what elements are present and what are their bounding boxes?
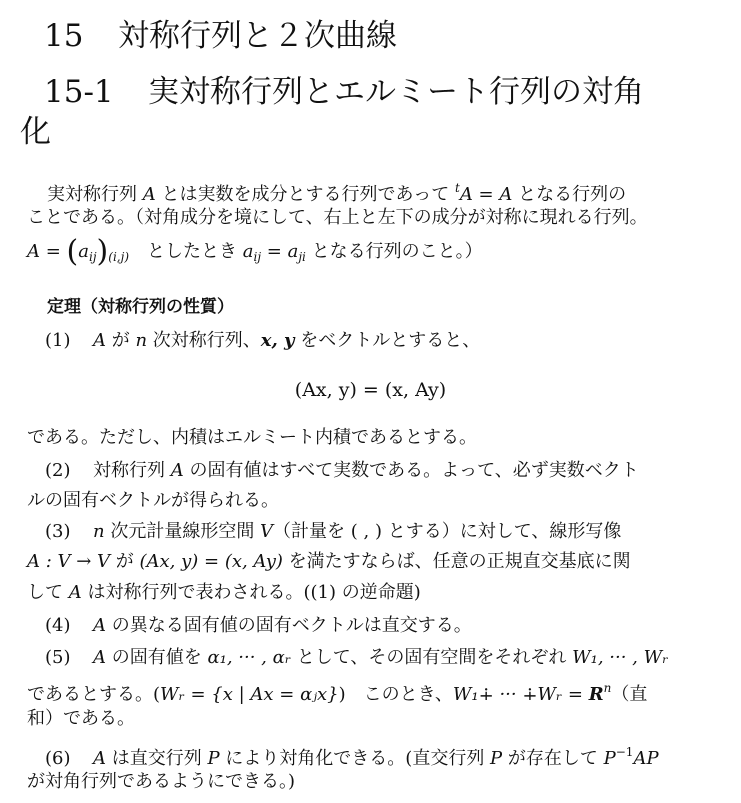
- theorem-item-3: [27, 520, 731, 544]
- text: が: [110, 551, 140, 572]
- superscript: n: [603, 681, 612, 695]
- math-var: a: [242, 241, 254, 262]
- math-set: Wᵣ = {x | Ax = αⱼx}: [160, 684, 339, 705]
- math-var: A: [68, 582, 82, 603]
- transpose-mark: t: [455, 181, 460, 195]
- math-equation: (Ax, y) = (x, Ay): [139, 551, 283, 572]
- text: が存在して: [502, 748, 604, 769]
- left-paren: (: [66, 234, 79, 269]
- section-number: 15-1: [44, 74, 114, 110]
- superscript: −1: [615, 745, 634, 759]
- text: は直交行列: [106, 748, 208, 769]
- math-var: A: [170, 460, 184, 481]
- text: として、その固有空間をそれぞれ: [291, 647, 573, 668]
- text: の固有値を: [106, 647, 208, 668]
- section-title-line2: 化: [20, 114, 51, 150]
- theorem-item-6-line-2: が対角行列であるようにできる。): [27, 771, 296, 792]
- section-title-line1: 実対称行列とエルミート行列の対角: [148, 74, 644, 110]
- math-vector: x, y: [260, 330, 295, 351]
- text: 実対称行列: [47, 184, 143, 205]
- math-sum: W₁∔ ··· ∔Wᵣ =: [452, 684, 589, 705]
- math-var: A: [459, 184, 473, 205]
- text: となる行列のこと。）: [305, 241, 483, 262]
- equals: =: [40, 241, 67, 262]
- math-var: V: [260, 521, 274, 542]
- text: 次元計量線形空間: [104, 521, 261, 542]
- theorem-item-5-line-2: [27, 676, 713, 707]
- subscript: ji: [298, 250, 306, 264]
- chapter-number: 15: [44, 18, 84, 54]
- math-var: A: [499, 184, 513, 205]
- display-equation: (Ax, y) = (x, Ay): [294, 379, 447, 401]
- definition-line-1: [27, 176, 733, 207]
- math-var: a: [287, 241, 299, 262]
- math-var: P: [603, 748, 616, 769]
- math-var: P: [207, 748, 220, 769]
- text: は対称行列で表わされる。((1) の逆命題): [81, 582, 421, 603]
- text: （計量を ( , ) とする）に対して、線形写像: [273, 521, 622, 542]
- math-var: A: [93, 615, 106, 636]
- math-var: P: [490, 748, 503, 769]
- right-paren: ): [96, 234, 109, 269]
- definition-line-3: [27, 234, 713, 269]
- equals: =: [472, 184, 500, 205]
- text: をベクトルとすると、: [294, 330, 481, 351]
- theorem-item-6: [27, 740, 731, 771]
- subscript: ij: [253, 250, 262, 264]
- item-number: (6): [45, 748, 71, 769]
- math-var: n: [135, 330, 148, 351]
- math-space: R: [588, 684, 604, 705]
- math-var: A: [93, 647, 106, 668]
- item-number: (1): [45, 330, 71, 351]
- theorem-item-4: [27, 614, 731, 638]
- text: 次対称行列、: [147, 330, 261, 351]
- text: 対称行列: [93, 460, 171, 481]
- math-var: A: [93, 330, 106, 351]
- text: （直: [611, 684, 648, 705]
- text: とは実数を成分とする行列であって: [155, 184, 455, 205]
- math-var: a: [78, 241, 89, 262]
- theorem-item-5-line-3: 和）である。: [27, 708, 135, 729]
- theorem-item-1: [27, 329, 731, 353]
- item-number: (3): [45, 521, 71, 542]
- subscript: (i,j): [108, 250, 130, 264]
- theorem-item-5: [27, 646, 731, 670]
- item-number: (4): [45, 615, 71, 636]
- theorem-item-3-line-3: [27, 581, 713, 605]
- text: であるとする。(: [27, 684, 161, 705]
- math-var: A: [142, 184, 156, 205]
- text: としたとき: [129, 241, 243, 262]
- math-list: W₁, ··· , Wᵣ: [572, 647, 669, 668]
- math-var: A: [93, 748, 106, 769]
- text: の固有値はすべて実数である。よって、必ず実数ベクト: [183, 460, 639, 481]
- math-var: AP: [633, 748, 659, 769]
- section-heading: [20, 72, 714, 152]
- text: を満たすならば、任意の正規直交基底に関: [282, 551, 631, 572]
- theorem-title: 定理（対称行列の性質）: [47, 297, 234, 317]
- math-map: A : V → V: [27, 551, 111, 572]
- math-var: A: [27, 241, 40, 262]
- theorem-item-1-continued: である。ただし、内積はエルミート内積であるとする。: [27, 427, 477, 448]
- math-var: n: [93, 521, 105, 542]
- equals: =: [261, 241, 288, 262]
- text: して: [27, 582, 69, 603]
- theorem-item-2: [27, 459, 731, 483]
- theorem-item-3-line-2: [27, 550, 713, 574]
- definition-line-2: ことである。（対角成分を境にして、右上と左下の成分が対称に現れる行列。: [27, 207, 648, 228]
- math-list: α₁, ··· , αᵣ: [207, 647, 292, 668]
- chapter-heading: [44, 14, 397, 58]
- subscript: ij: [88, 250, 97, 264]
- text: ) このとき、: [338, 684, 453, 705]
- text: となる行列の: [512, 184, 627, 205]
- item-number: (5): [45, 647, 71, 668]
- item-number: (2): [45, 460, 71, 481]
- text: により対角化できる。(直交行列: [219, 748, 491, 769]
- text: の異なる固有値の固有ベクトルは直交する。: [106, 615, 472, 636]
- theorem-item-2-line-2: ルの固有ベクトルが得られる。: [27, 490, 279, 511]
- chapter-title: 対称行列と２次曲線: [118, 18, 397, 54]
- text: が: [106, 330, 136, 351]
